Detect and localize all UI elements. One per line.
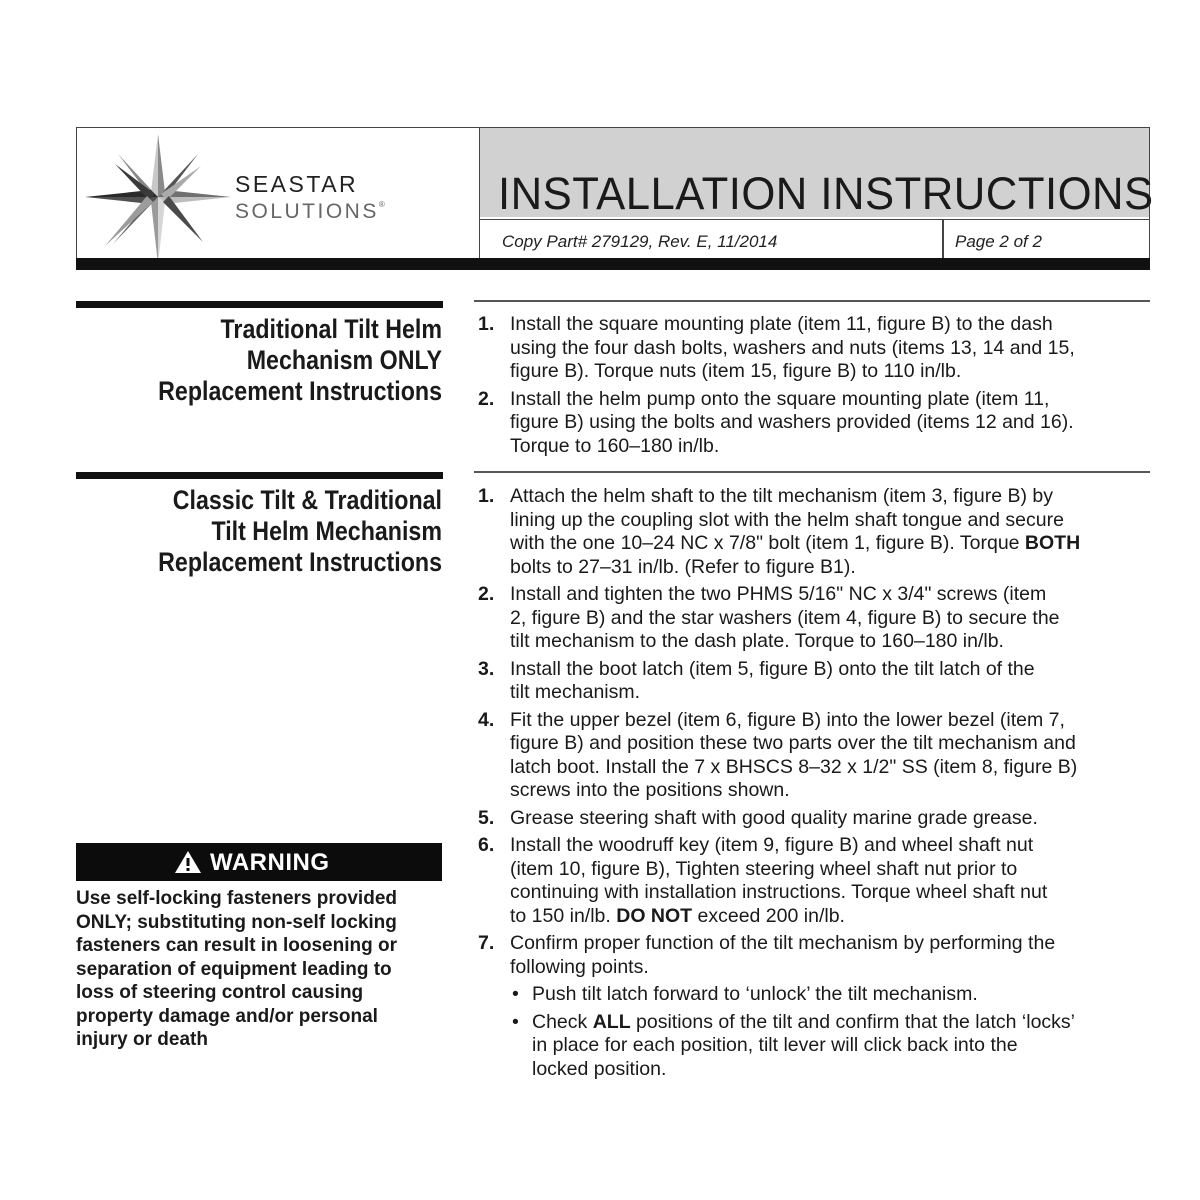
page-number: Page 2 of 2 [955, 232, 1042, 251]
step-number: 3. [478, 657, 495, 680]
header-subrow [480, 219, 1149, 259]
warning-text: Use self-locking fasteners provided ONLY; substituting non-self locking fasteners can result in loosening or separation of equipment leading to loss of steering control causing property damage and/or personal injury or death [76, 888, 397, 1050]
section1-steps [478, 313, 1158, 462]
step-item: 3. Install the boot latch (item 5, figure B) onto the tilt latch of the tilt mechanism. [478, 657, 1035, 703]
warning-label: WARNING [210, 849, 330, 876]
step-item: 2. Install the helm pump onto the square mounting plate (item 11, figure B) using the bolts and washers provided (items 12 and 16). Torque to 160–180 in/lb. [478, 387, 1074, 457]
section-rule [76, 301, 443, 308]
title-cell [480, 128, 1154, 219]
bullet-dot: • [512, 983, 519, 1005]
step-number: 1. [478, 485, 495, 507]
step-item: 2. Install and tighten the two PHMS 5/16" NC x 3/4" screws (item 2, figure B) and the star washers (item 4, figure B) to secure the tilt mechanism to the dash plate. Torque to 160–180 in/lb. [478, 583, 1060, 652]
step-item: 6. Install the woodruff key (item 9, figure B) and wheel shaft nut (item 10, figure B), Tighten steering wheel shaft nut prior to continuing with installation instructions. Torque wheel shaft nut to 150 in/lb. DO NOT exceed 200 in/lb. [478, 834, 1048, 927]
brand-name: SEASTAR [235, 171, 359, 197]
registered-mark: ® [378, 200, 385, 209]
bullet-dot: • [512, 1010, 519, 1033]
step-item: 1. Attach the helm shaft to the tilt mechanism (item 3, figure B) by lining up the coupling slot with the helm shaft tongue and secure with the one 10–24 NC x 7/8" bolt (item 1, figure B). Torque BOTH bolts to 27–31 in/lb. (Refer to figure B1). [478, 485, 1081, 578]
step-number: 5. [478, 806, 495, 829]
step-item: 7. Confirm proper function of the tilt mechanism by performing the following points. • Push tilt latch forward to ‘unlock’ the tilt mechanism. • Check ALL positions of the tilt and confirm that the latch ‘locks’ in place for each position, tilt lever will click back into the locked position. [478, 932, 1158, 1081]
bullet-item: • Check ALL positions of the tilt and confirm that the latch ‘locks’ in place for each position, tilt lever will click back into the locked position. [512, 1010, 1075, 1080]
section2-steps [478, 485, 1158, 1085]
step-number: 4. [478, 708, 495, 731]
step-number: 7. [478, 932, 495, 954]
brand-subtitle: SOLUTIONS® [235, 200, 385, 223]
step-item: 1. Install the square mounting plate (item 11, figure B) to the dash using the four dash bolts, washers and nuts (items 13, 14 and 15, figure B). Torque nuts (item 15, figure B) to 110 in/lb. [478, 313, 1075, 382]
section-divider [474, 471, 1150, 473]
warning-header [76, 843, 442, 881]
section2-title: Classic Tilt & Traditional Tilt Helm Mechanism Replacement Instructions [158, 485, 442, 577]
document-title: INSTALLATION INSTRUCTIONS [498, 168, 1154, 219]
header-box [76, 127, 1154, 269]
step-number: 6. [478, 834, 495, 856]
copy-part-number: Copy Part# 279129, Rev. E, 11/2014 [502, 232, 778, 251]
logo-cell [77, 128, 480, 259]
divider [942, 220, 944, 260]
step-item: 4. Fit the upper bezel (item 6, figure B) into the lower bezel (item 7, figure B) and position these two parts over the tilt mechanism and latch boot. Install the 7 x BHSCS 8–32 x 1/2" SS (item 8, figure B) screws into the positions shown. [478, 708, 1078, 801]
bullet-item: • Push tilt latch forward to ‘unlock’ the tilt mechanism. [512, 983, 978, 1005]
step-number: 1. [478, 313, 495, 335]
warning-triangle-icon [174, 850, 202, 874]
section-divider [474, 300, 1150, 302]
step-number: 2. [478, 583, 495, 605]
compass-star-logo-icon [83, 134, 233, 264]
section-rule [76, 472, 443, 479]
header-bottom-bar [76, 258, 1150, 270]
step-item: 5. Grease steering shaft with good quality marine grade grease. [478, 806, 1038, 829]
step-number: 2. [478, 387, 495, 410]
section1-title: Traditional Tilt Helm Mechanism ONLY Replacement Instructions [158, 314, 442, 406]
